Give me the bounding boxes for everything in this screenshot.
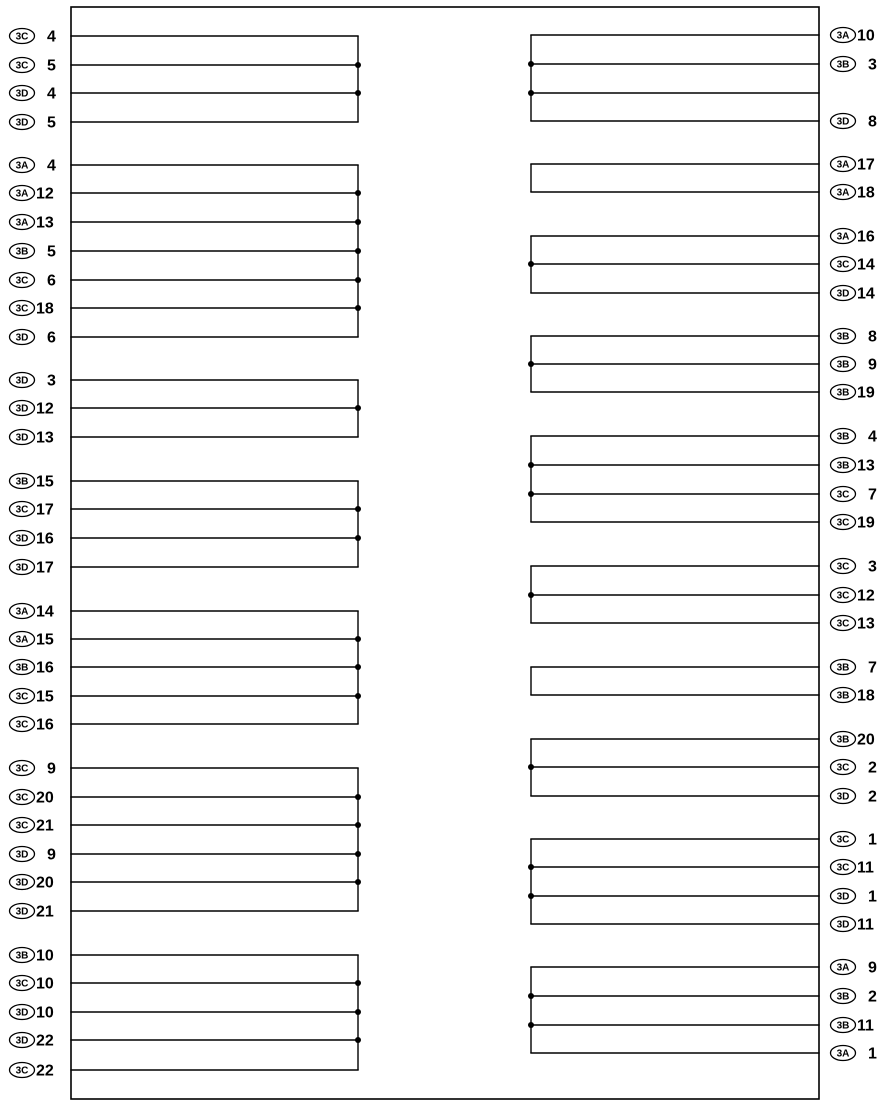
pin-number: 19 (857, 384, 875, 402)
pin-label (831, 357, 878, 374)
connector-code: 3B (15, 662, 29, 674)
pin-number: 15 (36, 631, 54, 649)
connector-code: 3D (836, 891, 850, 903)
pin-number: 16 (857, 228, 875, 246)
connector-code: 3C (15, 60, 29, 72)
pin-label (10, 1033, 54, 1050)
pin-label (10, 430, 54, 447)
pin-number: 22 (36, 1032, 54, 1050)
connector-code: 3C (15, 763, 29, 775)
pin-number: 18 (857, 184, 875, 202)
pin-number: 5 (47, 243, 56, 261)
pin-label (10, 948, 54, 965)
pin-number: 14 (36, 603, 54, 621)
pin-label (10, 875, 54, 892)
pin-label (831, 559, 878, 576)
pin-label (10, 115, 57, 132)
connector-code: 3B (836, 662, 850, 674)
connector-code: 3A (15, 188, 29, 200)
junction-dot (528, 261, 534, 267)
pin-label (10, 186, 54, 203)
pin-label (831, 257, 875, 274)
connector-code: 3D (836, 919, 850, 931)
junction-dot (355, 62, 361, 68)
connector-code: 3D (15, 849, 29, 861)
pin-number: 19 (857, 514, 875, 532)
pin-number: 11 (857, 916, 874, 934)
connector-code: 3A (836, 187, 850, 199)
pin-number: 12 (857, 587, 875, 605)
junction-dot (528, 90, 534, 96)
junction-dot (355, 1009, 361, 1015)
connector-code: 3B (836, 59, 850, 71)
pin-number: 10 (857, 27, 875, 45)
connector-code: 3D (836, 288, 850, 300)
pin-number: 9 (868, 356, 877, 374)
pin-label (831, 28, 875, 45)
pin-label (831, 1046, 878, 1063)
connector-code: 3A (15, 217, 29, 229)
pin-label (831, 660, 878, 677)
pin-label (831, 832, 878, 849)
pin-number: 2 (868, 788, 877, 806)
connector-code: 3C (15, 978, 29, 990)
connector-code: 3D (15, 1007, 29, 1019)
pin-number: 4 (47, 85, 56, 103)
pin-label (831, 57, 878, 74)
connector-code: 3C (836, 489, 850, 501)
pin-label (10, 474, 54, 491)
pin-label (831, 515, 875, 532)
connector-code: 3D (15, 88, 29, 100)
pin-label (831, 688, 875, 705)
connector-code: 3D (15, 432, 29, 444)
junction-dot (355, 305, 361, 311)
pin-number: 16 (36, 530, 54, 548)
pin-number: 20 (36, 874, 54, 892)
connector-code: 3B (836, 991, 850, 1003)
connector-code: 3A (836, 231, 850, 243)
connector-code: 3C (15, 691, 29, 703)
pin-number: 10 (36, 1004, 54, 1022)
pin-number: 7 (868, 659, 877, 677)
pin-number: 12 (36, 400, 54, 418)
connector-code: 3D (15, 1035, 29, 1047)
pin-label (831, 385, 875, 402)
pin-label (10, 818, 54, 835)
pin-number: 11 (857, 859, 874, 877)
pin-number: 4 (868, 428, 877, 446)
pin-number: 7 (868, 486, 877, 504)
pin-label (831, 1018, 875, 1035)
junction-dot (528, 893, 534, 899)
pin-label (10, 604, 54, 621)
pin-label (10, 273, 57, 290)
pin-number: 10 (36, 947, 54, 965)
connector-code: 3B (836, 359, 850, 371)
connector-code: 3C (836, 590, 850, 602)
pin-number: 21 (36, 817, 54, 835)
pin-number: 10 (36, 975, 54, 993)
junction-dot (355, 693, 361, 699)
pin-label (831, 960, 878, 977)
connector-code: 3A (836, 1048, 850, 1060)
wire-layer (71, 35, 819, 1070)
pin-label (831, 286, 875, 303)
pin-number: 18 (36, 300, 54, 318)
junction-dot (528, 462, 534, 468)
pin-number: 17 (857, 156, 875, 174)
pin-label (10, 301, 54, 318)
connector-code: 3B (836, 431, 850, 443)
pin-label (10, 904, 54, 921)
pin-number: 15 (36, 688, 54, 706)
connector-code: 3D (15, 533, 29, 545)
junction-dot (528, 993, 534, 999)
pin-label (10, 689, 54, 706)
pin-number: 20 (36, 789, 54, 807)
pin-number: 21 (36, 903, 54, 921)
pin-label (10, 215, 54, 232)
pin-number: 13 (857, 615, 875, 633)
pin-label (10, 86, 57, 103)
junction-dot (528, 61, 534, 67)
junction-dot (355, 879, 361, 885)
pin-number: 20 (857, 731, 875, 749)
pin-number: 13 (36, 429, 54, 447)
connector-code: 3C (15, 504, 29, 516)
junction-dot (355, 535, 361, 541)
pin-number: 18 (857, 687, 875, 705)
connector-code: 3D (15, 877, 29, 889)
pin-number: 6 (47, 329, 56, 347)
pin-label (10, 29, 57, 46)
pin-number: 4 (47, 28, 56, 46)
pin-number: 1 (868, 888, 877, 906)
pin-number: 16 (36, 716, 54, 734)
connector-code: 3D (15, 403, 29, 415)
pin-label (10, 761, 57, 778)
connector-code: 3C (15, 1065, 29, 1077)
pin-label (10, 717, 54, 734)
pin-label (831, 429, 878, 446)
connector-code: 3A (836, 962, 850, 974)
pin-number: 3 (868, 558, 877, 576)
pin-number: 3 (868, 56, 877, 74)
connector-code: 3B (836, 1020, 850, 1032)
pin-number: 15 (36, 473, 54, 491)
pin-label (831, 616, 875, 633)
connector-code: 3C (836, 561, 850, 573)
junction-dot (528, 1022, 534, 1028)
pin-label (10, 660, 54, 677)
pin-number: 2 (868, 759, 877, 777)
connector-code: 3C (15, 792, 29, 804)
junction-dot (528, 491, 534, 497)
connector-code: 3C (836, 259, 850, 271)
junction-dot (355, 822, 361, 828)
pin-label (831, 989, 878, 1006)
pin-label (10, 244, 57, 261)
connector-code: 3A (836, 159, 850, 171)
junction-dot (355, 405, 361, 411)
pin-label (10, 330, 57, 347)
connector-code: 3B (836, 460, 850, 472)
pin-label (10, 632, 54, 649)
connector-code: 3C (836, 618, 850, 630)
pin-label (831, 114, 878, 131)
junction-dot (355, 636, 361, 642)
junction-dot (528, 361, 534, 367)
connector-code: 3C (15, 31, 29, 43)
pin-number: 9 (47, 846, 56, 864)
pin-label (10, 790, 54, 807)
junction-dot (355, 90, 361, 96)
pin-number: 6 (47, 272, 56, 290)
connector-code: 3D (15, 117, 29, 129)
pin-label (10, 158, 57, 175)
connector-code: 3C (836, 517, 850, 529)
pin-number: 4 (47, 157, 56, 175)
connector-code: 3A (15, 606, 29, 618)
pin-number: 17 (36, 501, 54, 519)
pin-label (10, 531, 54, 548)
pin-number: 14 (857, 285, 875, 303)
pin-label (831, 229, 875, 246)
pin-label (10, 1063, 54, 1080)
pin-number: 3 (47, 372, 56, 390)
connector-code: 3A (15, 160, 29, 172)
pin-label (831, 458, 875, 475)
connector-code: 3B (15, 476, 29, 488)
connector-code: 3A (15, 634, 29, 646)
junction-dot (355, 506, 361, 512)
connector-code: 3C (15, 719, 29, 731)
connector-code: 3D (15, 562, 29, 574)
pin-number: 22 (36, 1062, 54, 1080)
pin-number: 14 (857, 256, 875, 274)
pin-label (10, 847, 57, 864)
pin-number: 13 (857, 457, 875, 475)
pin-number: 5 (47, 114, 56, 132)
connector-code: 3D (15, 332, 29, 344)
junction-dot (355, 794, 361, 800)
pin-label (10, 1005, 54, 1022)
junction-dot (355, 851, 361, 857)
pin-number: 11 (857, 1017, 874, 1035)
connector-code: 3A (836, 30, 850, 42)
pin-number: 13 (36, 214, 54, 232)
pin-label (10, 373, 57, 390)
pin-number: 8 (868, 328, 877, 346)
pin-number: 9 (868, 959, 877, 977)
connector-code: 3D (15, 375, 29, 387)
connector-code: 3C (836, 862, 850, 874)
junction-dot (528, 592, 534, 598)
connector-code: 3B (836, 734, 850, 746)
junction-dot (355, 219, 361, 225)
pin-label (831, 588, 875, 605)
junction-dot (528, 864, 534, 870)
connector-code: 3C (15, 275, 29, 287)
pin-label (831, 157, 875, 174)
pin-label (831, 760, 878, 777)
pin-label (831, 860, 875, 877)
junction-dot (355, 980, 361, 986)
pin-number: 2 (868, 988, 877, 1006)
pin-label (10, 560, 54, 577)
pin-label (831, 889, 878, 906)
connector-code: 3D (836, 116, 850, 128)
pin-label (10, 58, 57, 75)
pin-label (10, 976, 54, 993)
connector-frame (71, 7, 819, 1099)
connector-code: 3B (836, 331, 850, 343)
junction-dot (355, 664, 361, 670)
junction-dot (528, 764, 534, 770)
junction-dot (355, 1037, 361, 1043)
connector-code: 3B (15, 246, 29, 258)
connector-code: 3B (836, 690, 850, 702)
pin-label (10, 401, 54, 418)
pin-label-layer (10, 28, 878, 1080)
pin-number: 17 (36, 559, 54, 577)
junction-dot (355, 277, 361, 283)
connector-code: 3C (15, 820, 29, 832)
pin-number: 9 (47, 760, 56, 778)
junction-dot (355, 190, 361, 196)
pin-label (831, 487, 878, 504)
connector-code: 3B (836, 387, 850, 399)
pin-label (831, 329, 878, 346)
junction-dot (355, 248, 361, 254)
connector-code: 3C (836, 762, 850, 774)
pin-number: 1 (868, 1045, 877, 1063)
pin-label (10, 502, 54, 519)
connector-code: 3B (15, 950, 29, 962)
pin-label (831, 185, 875, 202)
pin-label (831, 732, 875, 749)
pin-label (831, 789, 878, 806)
connector-code: 3D (836, 791, 850, 803)
connector-code: 3D (15, 906, 29, 918)
pin-number: 8 (868, 113, 877, 131)
connector-code: 3C (836, 834, 850, 846)
pin-number: 1 (868, 831, 877, 849)
pin-label (831, 917, 875, 934)
connector-code: 3C (15, 303, 29, 315)
pin-number: 16 (36, 659, 54, 677)
pin-number: 5 (47, 57, 56, 75)
pin-number: 12 (36, 185, 54, 203)
